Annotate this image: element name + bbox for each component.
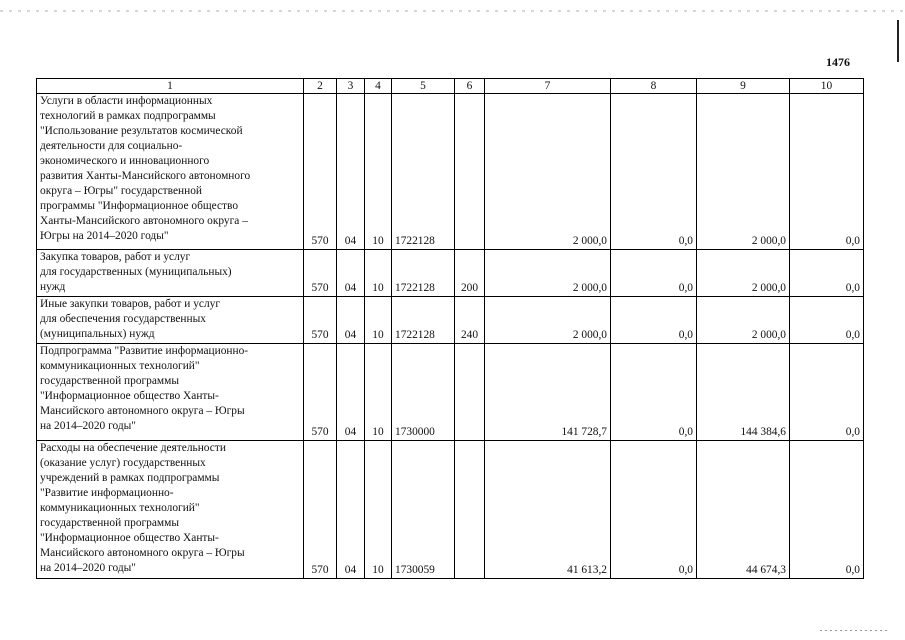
cell-section: 04 [337, 344, 365, 441]
cell-amount-9: 144 384,6 [697, 344, 790, 441]
cell-target-code: 1730000 [392, 344, 455, 441]
column-header: 9 [697, 79, 790, 94]
cell-target-code: 1722128 [392, 297, 455, 344]
page-number: 1476 [826, 55, 850, 69]
cell-amount-8: 0,0 [611, 94, 697, 250]
cell-amount-9: 2 000,0 [697, 250, 790, 297]
cell-subsection: 10 [365, 441, 392, 579]
budget-table [36, 78, 864, 579]
column-header: 10 [790, 79, 864, 94]
column-header: 1 [37, 79, 304, 94]
table-header-row [37, 79, 864, 94]
cell-section: 04 [337, 441, 365, 579]
cell-expense-type [455, 441, 485, 579]
row-name: Услуги в области информационных технологий в рамках подпрограммы "Использование результатов космической деятельности для социально- экономического и инновационного развития Ханты-Мансийского автономного округа – Югры" государственной программы "Информационное общество Ханты-Мансийского автономного округа – Югры на 2014–2020 годы" [37, 94, 304, 250]
cell-ministry-code: 570 [304, 297, 337, 344]
table-row [37, 94, 864, 250]
cell-section: 04 [337, 297, 365, 344]
cell-amount-10: 0,0 [790, 94, 864, 250]
column-header: 4 [365, 79, 392, 94]
cell-expense-type [455, 344, 485, 441]
cell-amount-7: 41 613,2 [485, 441, 611, 579]
table-row [37, 344, 864, 441]
table-row [37, 250, 864, 297]
cell-amount-10: 0,0 [790, 297, 864, 344]
cell-amount-8: 0,0 [611, 250, 697, 297]
row-name: Подпрограмма "Развитие информационно- коммуникационных технологий" государственной программы "Информационное общество Ханты- Мансийского автономного округа – Югры на 2014–2020 годы" [37, 344, 304, 441]
cell-subsection: 10 [365, 344, 392, 441]
column-header: 2 [304, 79, 337, 94]
column-header: 5 [392, 79, 455, 94]
cell-amount-7: 2 000,0 [485, 297, 611, 344]
cell-section: 04 [337, 250, 365, 297]
row-name: Закупка товаров, работ и услуг для государственных (муниципальных) нужд [37, 250, 304, 297]
cell-subsection: 10 [365, 250, 392, 297]
cell-ministry-code: 570 [304, 344, 337, 441]
cell-ministry-code: 570 [304, 250, 337, 297]
cell-amount-10: 0,0 [790, 344, 864, 441]
cell-ministry-code: 570 [304, 94, 337, 250]
column-header: 7 [485, 79, 611, 94]
cell-amount-7: 2 000,0 [485, 94, 611, 250]
cell-target-code: 1722128 [392, 94, 455, 250]
cell-amount-9: 2 000,0 [697, 94, 790, 250]
scan-edge-mark [897, 20, 899, 62]
cell-amount-10: 0,0 [790, 250, 864, 297]
cell-amount-9: 2 000,0 [697, 297, 790, 344]
scan-edge-bottom [820, 630, 890, 631]
scan-edge-top [0, 10, 905, 12]
cell-ministry-code: 570 [304, 441, 337, 579]
cell-expense-type: 240 [455, 297, 485, 344]
cell-amount-8: 0,0 [611, 441, 697, 579]
cell-amount-8: 0,0 [611, 297, 697, 344]
column-header: 3 [337, 79, 365, 94]
cell-section: 04 [337, 94, 365, 250]
cell-amount-7: 141 728,7 [485, 344, 611, 441]
cell-amount-9: 44 674,3 [697, 441, 790, 579]
cell-amount-10: 0,0 [790, 441, 864, 579]
column-header: 6 [455, 79, 485, 94]
cell-expense-type [455, 94, 485, 250]
row-name: Иные закупки товаров, работ и услуг для обеспечения государственных (муниципальных) нужд [37, 297, 304, 344]
cell-amount-8: 0,0 [611, 344, 697, 441]
cell-target-code: 1730059 [392, 441, 455, 579]
cell-expense-type: 200 [455, 250, 485, 297]
cell-subsection: 10 [365, 94, 392, 250]
cell-amount-7: 2 000,0 [485, 250, 611, 297]
row-name: Расходы на обеспечение деятельности (оказание услуг) государственных учреждений в рамках подпрограммы "Развитие информационно- коммуникационных технологий" государственной программы "Информационное общество Ханты- Мансийского автономного округа – Югры на 2014–2020 годы" [37, 441, 304, 579]
column-header: 8 [611, 79, 697, 94]
table-row [37, 441, 864, 579]
cell-subsection: 10 [365, 297, 392, 344]
table-row [37, 297, 864, 344]
cell-target-code: 1722128 [392, 250, 455, 297]
